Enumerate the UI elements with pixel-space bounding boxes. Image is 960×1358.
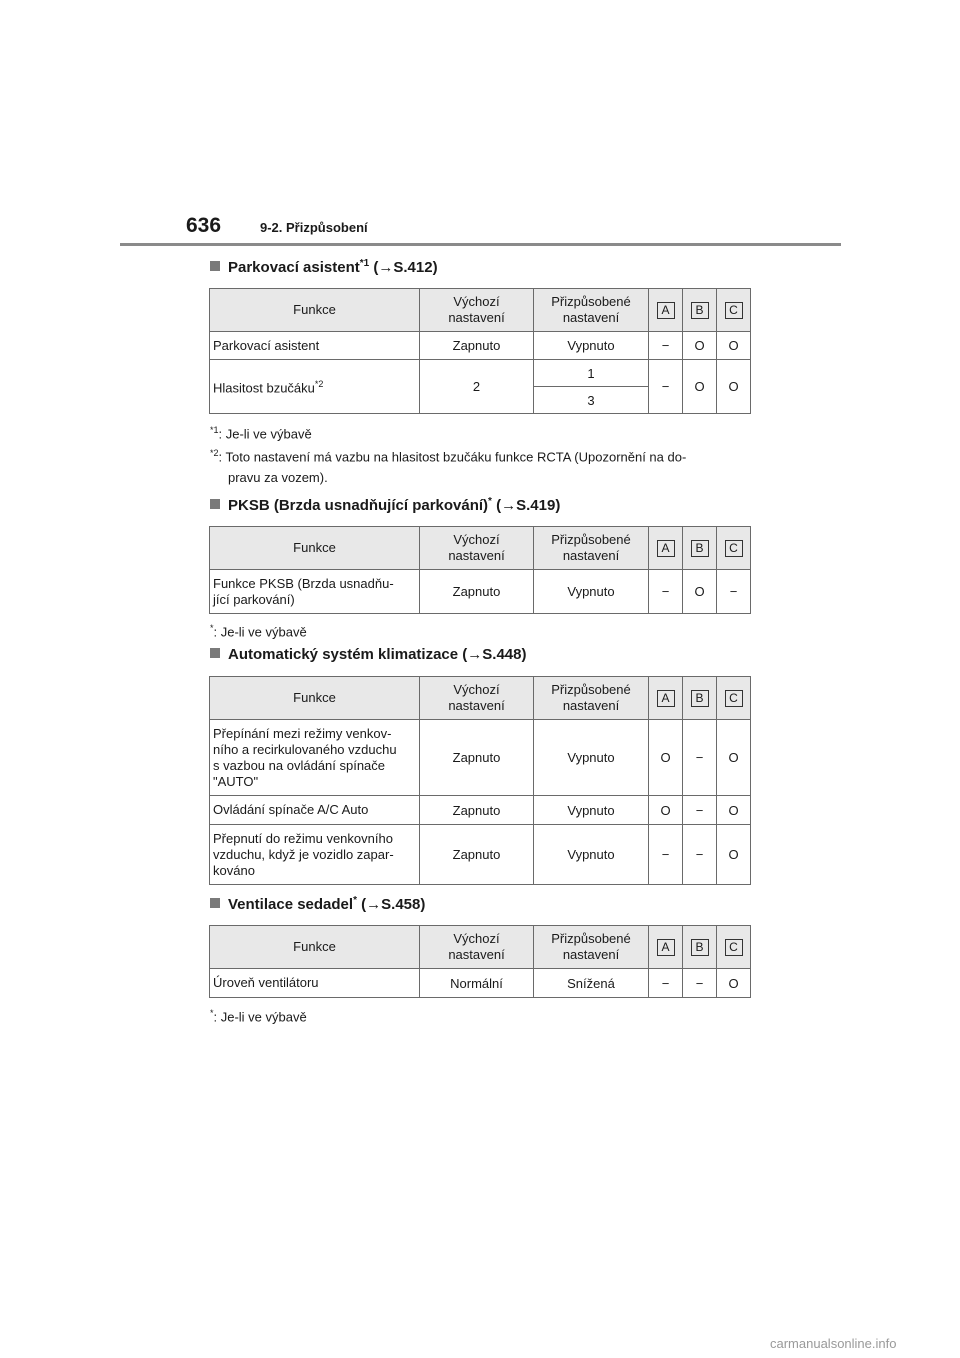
- letter-a-box-icon: A: [657, 302, 675, 319]
- b-cell: O: [683, 570, 717, 614]
- table-row: [210, 825, 751, 885]
- function-cell: Ovládání spínače A/C Auto: [210, 796, 420, 825]
- col-header-default: Výchozí nastavení: [420, 527, 534, 570]
- table-header-row: [210, 677, 751, 720]
- letter-c-box-icon: C: [725, 540, 743, 557]
- table-row: [210, 796, 751, 825]
- customized-cell: Vypnuto: [534, 825, 649, 885]
- bullet-square-icon: [210, 648, 220, 658]
- default-cell: Zapnuto: [420, 570, 534, 614]
- default-cell: Normální: [420, 969, 534, 998]
- footnote: $^{*1}$: Je-li ve výbavě: [210, 425, 312, 442]
- letter-a-box-icon: A: [657, 939, 675, 956]
- table-header-row: [210, 289, 751, 332]
- customized-cell: Vypnuto: [534, 796, 649, 825]
- function-cell: Hlasitost bzučáku$^{*2}$: [210, 360, 420, 414]
- heading-text: Parkovací asistent: [228, 259, 360, 276]
- col-header-a: [649, 926, 683, 969]
- c-cell: O: [717, 720, 751, 796]
- settings-table-parking-assist: [209, 288, 751, 414]
- col-header-customized: Přizpůsobené nastavení: [534, 527, 649, 570]
- function-cell: Úroveň ventilátoru: [210, 969, 420, 998]
- customized-cell: 1: [534, 360, 649, 387]
- letter-c-box-icon: C: [725, 302, 743, 319]
- col-header-c: [717, 926, 751, 969]
- default-cell: 2: [420, 360, 534, 414]
- default-cell: Zapnuto: [420, 332, 534, 360]
- default-cell: Zapnuto: [420, 720, 534, 796]
- customized-cell: Snížená: [534, 969, 649, 998]
- header-rule: [120, 243, 841, 246]
- function-cell: Přepínání mezi režimy venkov- ního a recirkulovaného vzduchu s vazbou na ovládání spínače "AUTO": [210, 720, 420, 796]
- a-cell: −: [649, 332, 683, 360]
- customized-cell: Vypnuto: [534, 332, 649, 360]
- letter-a-box-icon: A: [657, 690, 675, 707]
- a-cell: −: [649, 969, 683, 998]
- footnote-mark: *: [488, 496, 492, 507]
- footnote: $^{*2}$: Toto nastavení má vazbu na hlasitost bzučáku funkce RCTA (Upozornění na do- pravu za vozem).: [210, 448, 687, 486]
- heading-text: PKSB (Brzda usnadňující parkování): [228, 497, 489, 514]
- function-cell: Funkce PKSB (Brzda usnadňu- jící parkování): [210, 570, 420, 614]
- heading-text: Ventilace sedadel: [228, 896, 354, 913]
- customized-cell: Vypnuto: [534, 570, 649, 614]
- table-row: [210, 720, 751, 796]
- footnote: *: Je-li ve výbavě: [210, 1008, 307, 1025]
- col-header-function: Funkce: [210, 289, 420, 332]
- letter-b-box-icon: B: [691, 302, 709, 319]
- table-row: [210, 570, 751, 614]
- b-cell: O: [683, 360, 717, 414]
- c-cell: O: [717, 825, 751, 885]
- customized-cell: Vypnuto: [534, 720, 649, 796]
- page-reference-link[interactable]: (→S.412): [369, 259, 438, 276]
- bullet-square-icon: [210, 898, 220, 908]
- col-header-c: [717, 677, 751, 720]
- bullet-square-icon: [210, 261, 220, 271]
- section-heading-parking-assist: [210, 258, 438, 276]
- footnote-mark: *: [353, 895, 357, 906]
- footnote: *: Je-li ve výbavě: [210, 623, 307, 640]
- bullet-square-icon: [210, 499, 220, 509]
- col-header-function: Funkce: [210, 677, 420, 720]
- col-header-function: Funkce: [210, 926, 420, 969]
- col-header-default: Výchozí nastavení: [420, 926, 534, 969]
- section-heading-seat-ventilation: [210, 895, 425, 913]
- settings-table-seat-ventilation: [209, 925, 751, 998]
- c-cell: −: [717, 570, 751, 614]
- b-cell: −: [683, 720, 717, 796]
- table-row: [210, 332, 751, 360]
- section-heading-pksb: [210, 496, 560, 514]
- b-cell: −: [683, 796, 717, 825]
- footnote-mark: *1: [359, 258, 370, 269]
- letter-c-box-icon: C: [725, 690, 743, 707]
- col-header-default: Výchozí nastavení: [420, 289, 534, 332]
- a-cell: −: [649, 570, 683, 614]
- a-cell: −: [649, 360, 683, 414]
- settings-table-climate: [209, 676, 751, 885]
- chapter-title: 9-2. Přizpůsobení: [260, 220, 368, 235]
- c-cell: O: [717, 969, 751, 998]
- watermark: carmanualsonline.info: [770, 1336, 897, 1351]
- col-header-default: Výchozí nastavení: [420, 677, 534, 720]
- default-cell: Zapnuto: [420, 825, 534, 885]
- default-cell: Zapnuto: [420, 796, 534, 825]
- function-cell: Přepnutí do režimu venkovního vzduchu, když je vozidlo zapar- kováno: [210, 825, 420, 885]
- b-cell: O: [683, 332, 717, 360]
- col-header-customized: Přizpůsobené nastavení: [534, 677, 649, 720]
- customized-cell: 3: [534, 387, 649, 414]
- col-header-a: [649, 527, 683, 570]
- table-header-row: [210, 527, 751, 570]
- letter-c-box-icon: C: [725, 939, 743, 956]
- col-header-c: [717, 527, 751, 570]
- b-cell: −: [683, 969, 717, 998]
- col-header-a: [649, 289, 683, 332]
- page-reference-link[interactable]: (→S.419): [491, 497, 561, 514]
- c-cell: O: [717, 332, 751, 360]
- a-cell: O: [649, 796, 683, 825]
- page-reference-link[interactable]: (→S.448): [458, 646, 527, 663]
- table-row: [210, 360, 751, 387]
- page-reference-link[interactable]: (→S.458): [356, 896, 426, 913]
- col-header-function: Funkce: [210, 527, 420, 570]
- letter-b-box-icon: B: [691, 540, 709, 557]
- col-header-c: [717, 289, 751, 332]
- letter-b-box-icon: B: [691, 939, 709, 956]
- function-cell: Parkovací asistent: [210, 332, 420, 360]
- a-cell: −: [649, 825, 683, 885]
- col-header-b: [683, 289, 717, 332]
- table-header-row: [210, 926, 751, 969]
- col-header-a: [649, 677, 683, 720]
- c-cell: O: [717, 796, 751, 825]
- c-cell: O: [717, 360, 751, 414]
- section-heading-climate: [210, 646, 526, 663]
- col-header-b: [683, 677, 717, 720]
- letter-a-box-icon: A: [657, 540, 675, 557]
- settings-table-pksb: [209, 526, 751, 614]
- col-header-b: [683, 527, 717, 570]
- col-header-customized: Přizpůsobené nastavení: [534, 289, 649, 332]
- table-row: [210, 969, 751, 998]
- page-number: 636: [186, 214, 222, 237]
- col-header-b: [683, 926, 717, 969]
- col-header-customized: Přizpůsobené nastavení: [534, 926, 649, 969]
- heading-text: Automatický systém klimatizace: [228, 646, 459, 663]
- b-cell: −: [683, 825, 717, 885]
- a-cell: O: [649, 720, 683, 796]
- letter-b-box-icon: B: [691, 690, 709, 707]
